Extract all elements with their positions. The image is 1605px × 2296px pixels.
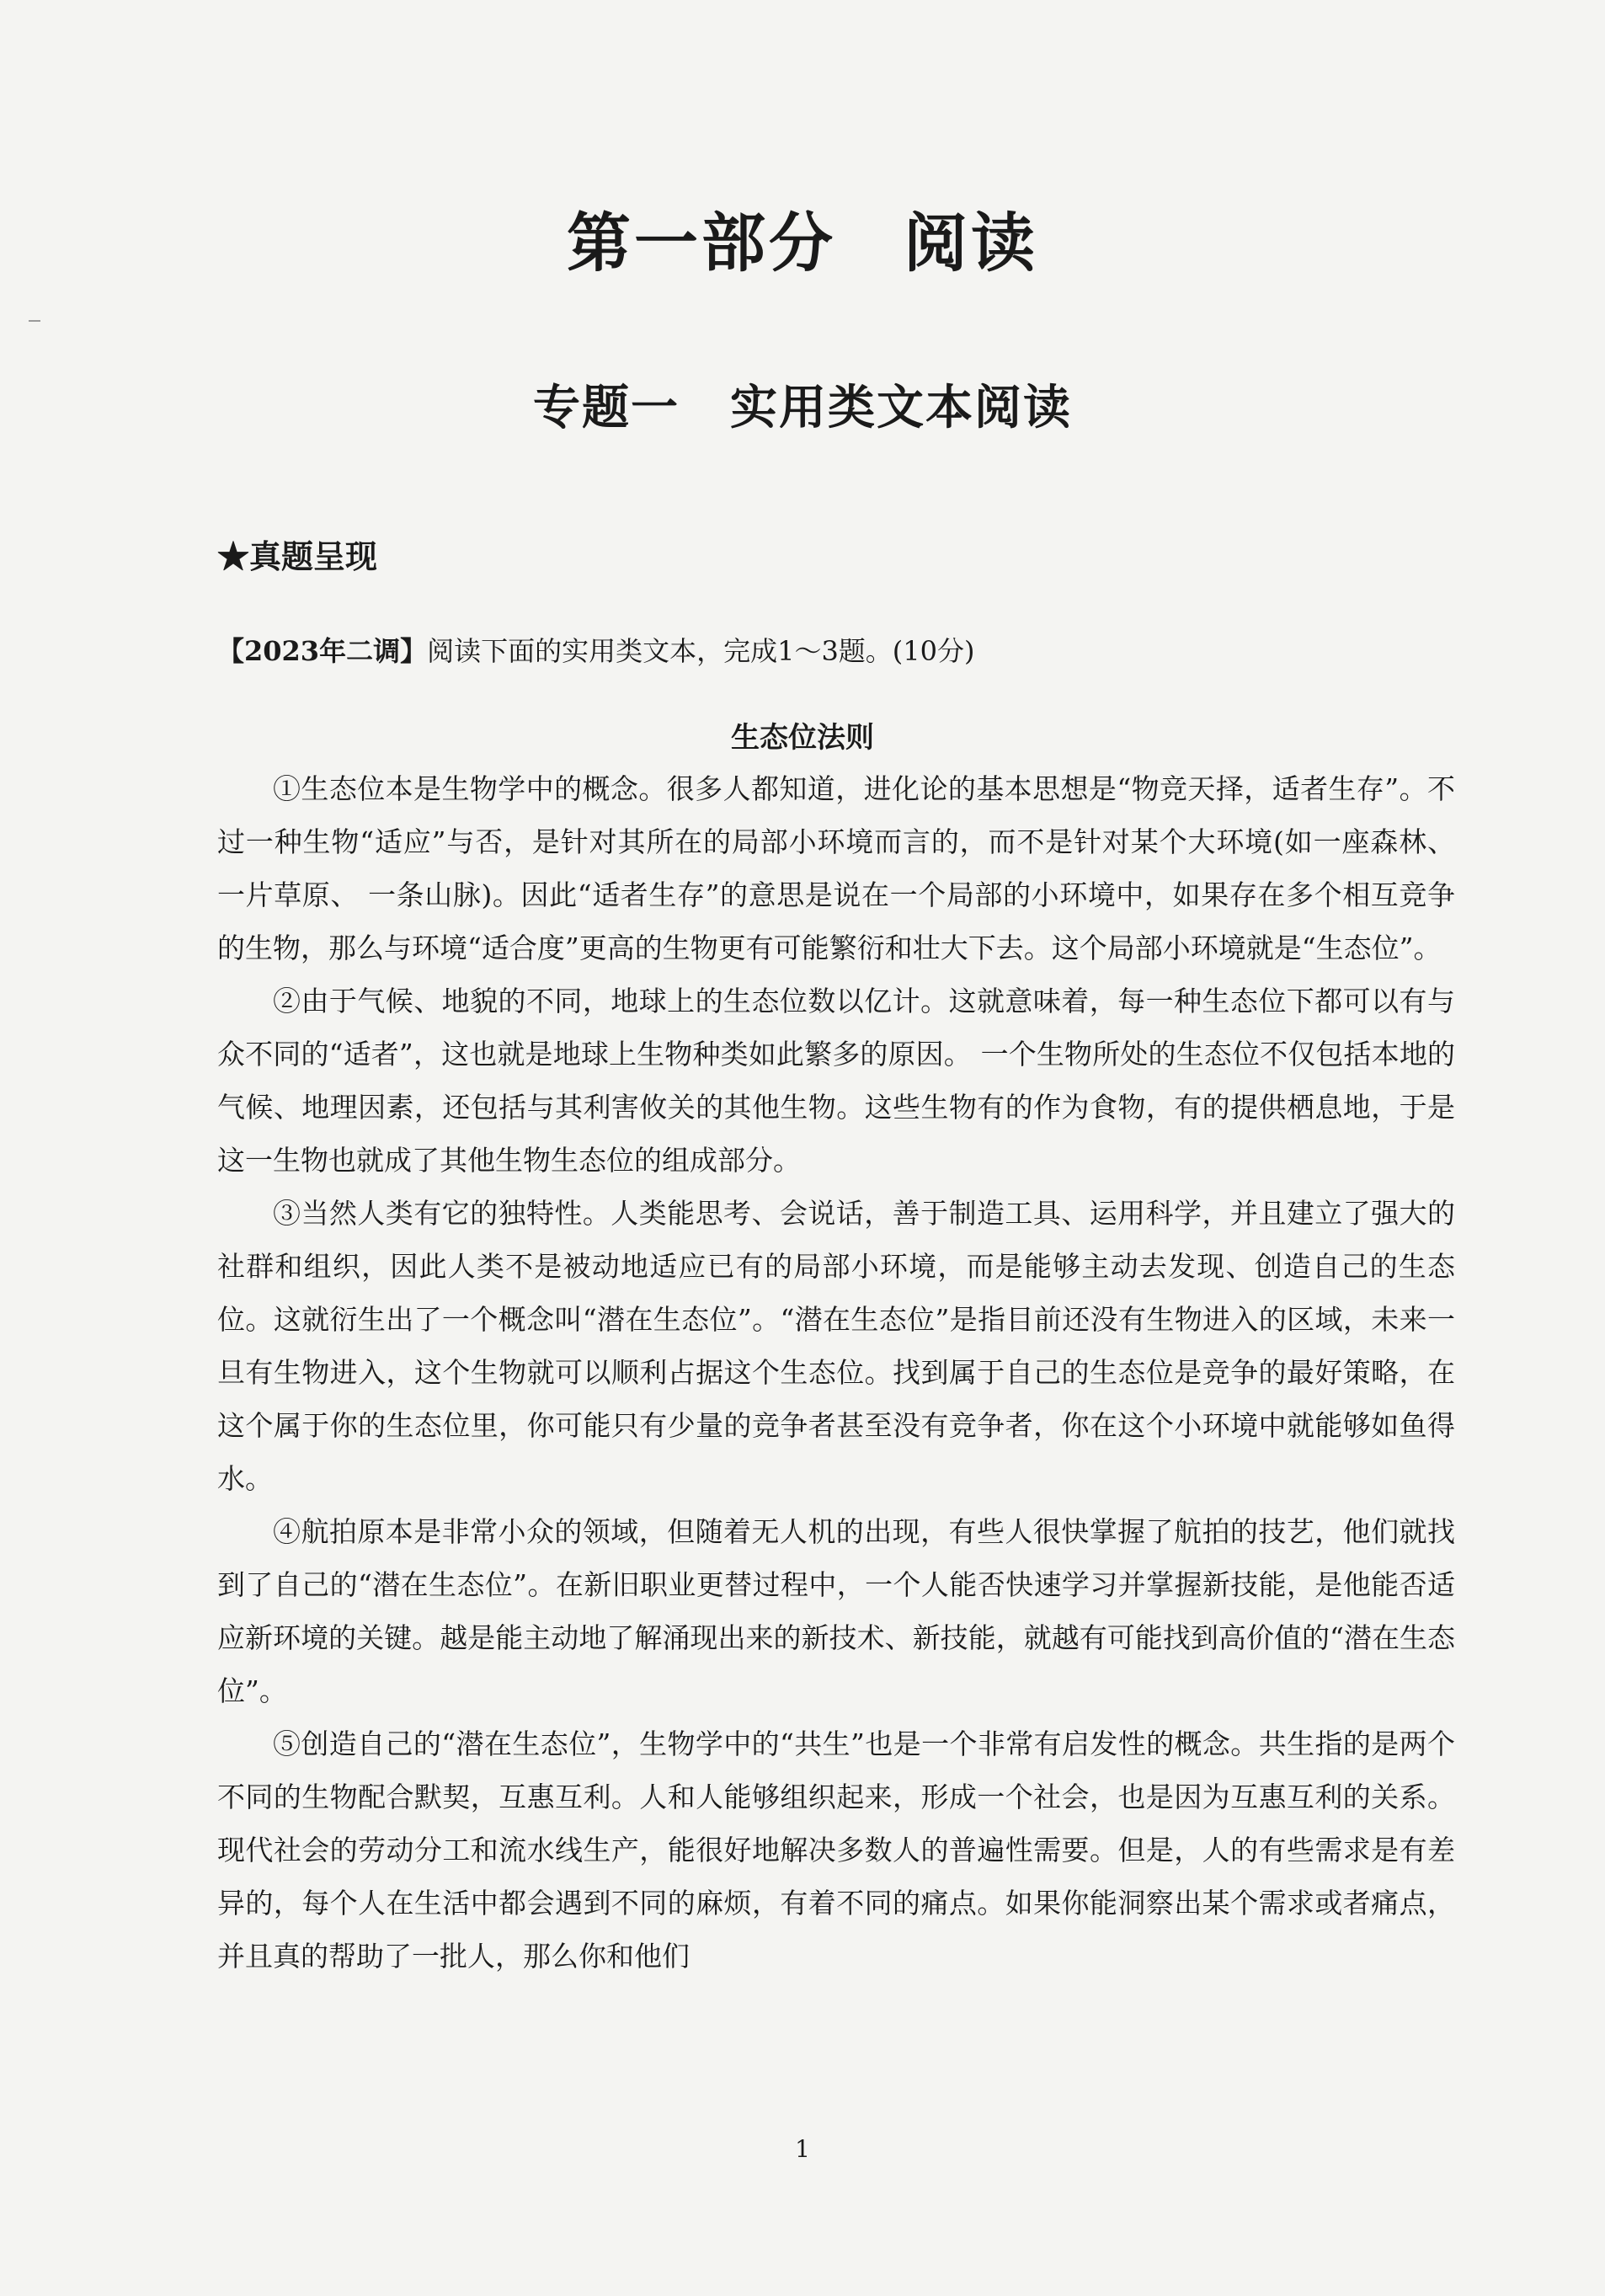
page-number: 1 <box>795 2135 810 2163</box>
scan-mark <box>29 320 40 322</box>
paragraph-3: ③当然人类有它的独特性。人类能思考、会说话，善于制造工具、运用科学，并且建立了强大的社群和组织，因此人类不是被动地适应已有的局部小环境，而是能够主动去发现、创造自己的生态位。这就衍生出了一个概念叫“潜在生态位”。“潜在生态位”是指目前还没有生物进入的区域，未来一旦有生物进入，这个生物就可以顺利占据这个生态位。找到属于自己的生态位是竞争的最好策略，在这个属于你的生态位里，你可能只有少量的竞争者甚至没有竞争者，你在这个小环境中就能够如鱼得水。 <box>217 1197 1455 1495</box>
topic-title <box>0 371 1605 438</box>
article-title: 生态位法则 <box>731 721 874 755</box>
paragraph-1: ①生态位本是生物学中的概念。很多人都知道，进化论的基本思想是“物竞天择，适者生存”。不过一种生物“适应”与否，是针对其所在的局部小环境而言的，而不是针对某个大环境(如一座森林、 一片草原、 一条山脉)。因此“适者生存”的意思是说在一个局部的小环境中，如果存在多个相互竞争的生物，那么与环境“适合度”更高的生物更有可能繁衍和壮大下去。这个局部小环境就是“生态位”。 <box>217 772 1455 964</box>
exam-tag: 【2023年二调】 <box>217 635 428 667</box>
part-label: 第一部分 <box>567 206 836 280</box>
topic-label: 专题一 <box>533 380 680 435</box>
part-name: 阅读 <box>904 206 1038 280</box>
paragraph-5: ⑤创造自己的“潜在生态位”，生物学中的“共生”也是一个非常有启发性的概念。共生指的是两个不同的生物配合默契，互惠互利。人和人能够组织起来，形成一个社会，也是因为互惠互利的关系。现代社会的劳动分工和流水线生产，能很好地解决多数人的普遍性需要。但是，人的有些需求是有差异的，每个人在生活中都会遇到不同的麻烦，有着不同的痛点。如果你能洞察出某个需求或者痛点，并且真的帮助了一批人，那么你和他们 <box>217 1727 1455 1973</box>
section-heading: ★真题呈现 <box>217 537 378 575</box>
article-body <box>217 762 1455 1983</box>
paragraph-2: ②由于气候、地貌的不同，地球上的生态位数以亿计。这就意味着，每一种生态位下都可以有与众不同的“适者”，这也就是地球上生物种类如此繁多的原因。 一个生物所处的生态位不仅包括本地的气候、地理因素，还包括与其利害攸关的其他生物。这些生物有的作为食物，有的提供栖息地，于是这一生物也就成了其他生物生态位的组成部分。 <box>217 985 1455 1177</box>
exam-instruction-text: 阅读下面的实用类文本，完成1～3题。(10分) <box>427 635 975 667</box>
paragraph-4: ④航拍原本是非常小众的领域，但随着无人机的出现，有些人很快掌握了航拍的技艺，他们就找到了自己的“潜在生态位”。在新旧职业更替过程中，一个人能否快速学习并掌握新技能，是他能否适应新环境的关键。越是能主动地了解涌现出来的新技术、新技能，就越有可能找到高价值的“潜在生态位”。 <box>217 1515 1455 1707</box>
exam-instruction <box>217 630 975 669</box>
part-title <box>0 192 1605 284</box>
topic-name: 实用类文本阅读 <box>730 380 1072 435</box>
